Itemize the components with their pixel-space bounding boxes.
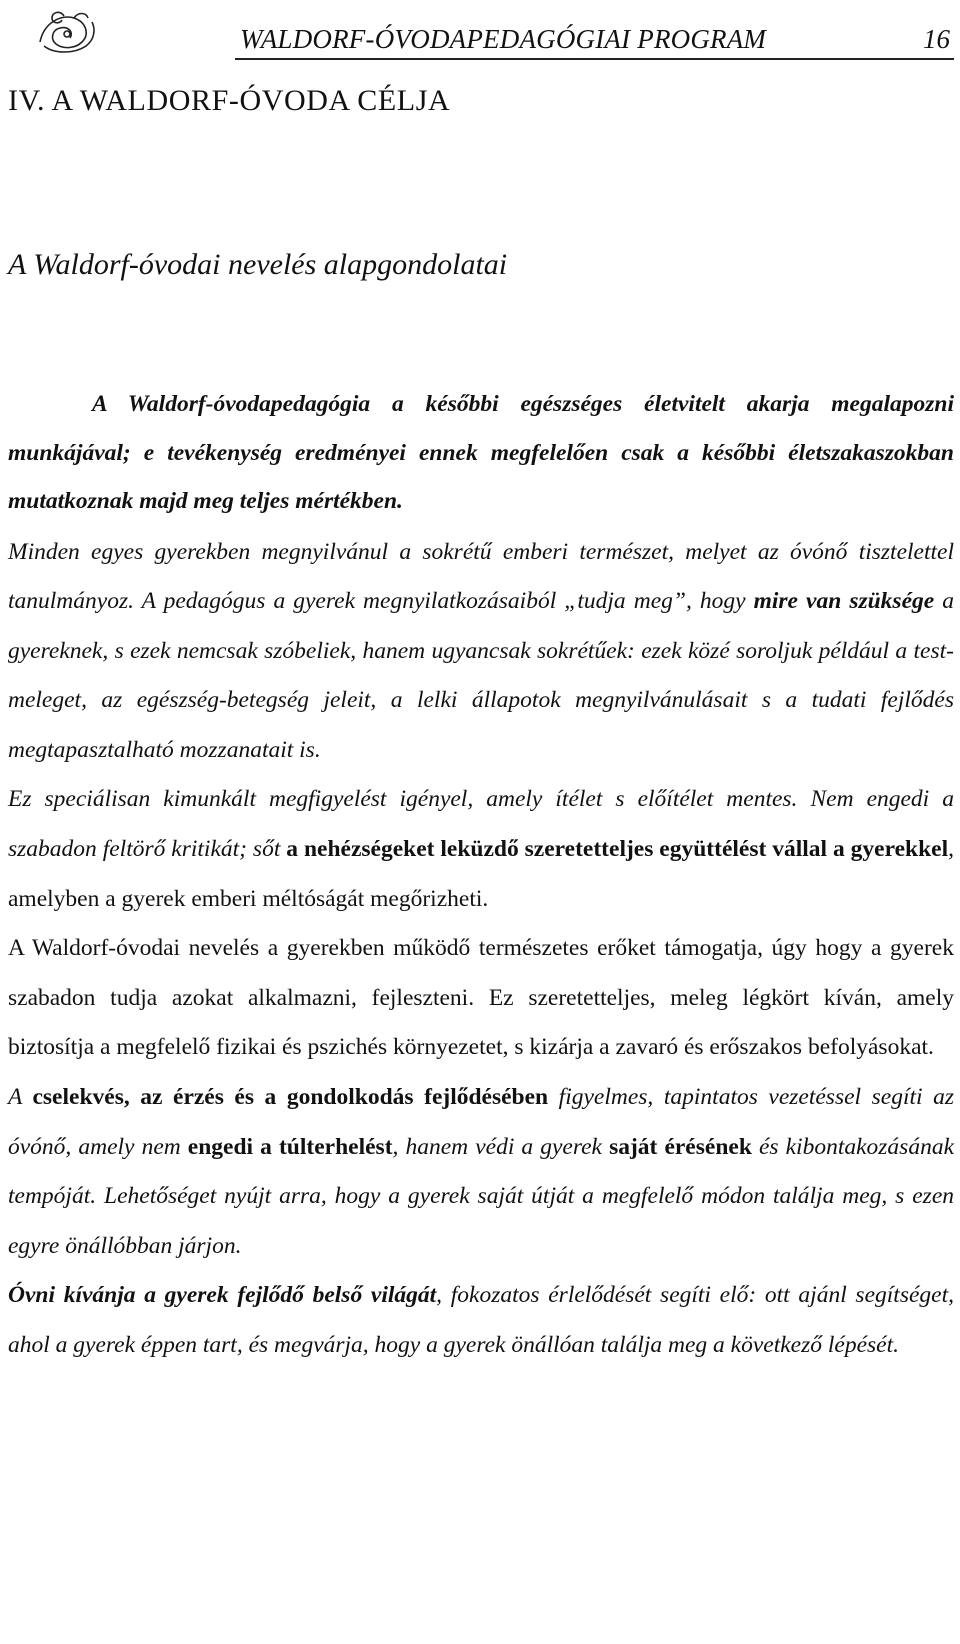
paragraph-text: A [8, 1084, 33, 1111]
paragraph-development [8, 1073, 954, 1271]
paragraph-coexistence [8, 775, 954, 924]
chapter-title: IV. A WALDORF-ÓVODA CÉLJA [8, 84, 451, 117]
paragraph-inner-world [8, 1271, 954, 1370]
emphasis-text: cselekvés, az érzés és a gondolkodás fejlődésében [32, 1084, 549, 1111]
emphasis-text: mire van szüksége [753, 588, 935, 615]
emphasis-text: a nehézségeket leküzdő szeretetteljes együttélést vállal a gyerekkel [286, 836, 949, 863]
emphasis-text: engedi a túlterhelést [187, 1133, 393, 1160]
waldorf-logo-icon [34, 8, 100, 58]
emphasis-text: saját érésének [609, 1133, 752, 1160]
page-number: 16 [923, 24, 950, 54]
running-title: WALDORF-ÓVODAPEDAGÓGIAI PROGRAM [240, 24, 767, 54]
paragraph-text: , amelyben a gyerek emberi méltóságát megőrizheti. [8, 836, 955, 912]
paragraph-natural-forces: A Waldorf-óvodai nevelés a gyerekben működő természetes erőket támogatja, úgy hogy a gyerek szabadon tudja azokat alkalmazni, fejleszteni. Ez szeretetteljes, meleg légkört kíván, amely biztosítja a megfelelő fizikai és pszichés környezetet, s kizárja a zavaró és erőszakos befolyásokat. [8, 935, 954, 1061]
body-text [8, 380, 954, 1371]
header-divider [235, 58, 954, 60]
paragraph-text: , fokozatos érlelődését segíti elő: ott ajánl segítséget, ahol a gyerek éppen tart, és megvárja, hogy a gyerek önállóan találja meg a következő lépését. [8, 1282, 954, 1358]
paragraph-observation [8, 528, 954, 776]
paragraph-text: a gyereknek, s ezek nemcsak szóbeliek, hanem ugyancsak sokrétűek: ezek közé soroljuk például a test-meleget, az egészség-betegség jeleit, a lelki állapotok megnyilvánulásait s a tudati fejlődés megtapasztalható mozzanatait is. [8, 588, 955, 763]
page-header [0, 0, 960, 70]
intro-paragraph: A Waldorf-óvodapedagógia a későbbi egészséges életvitelt akarja megalapozni munkájával; e tevékenység eredményei ennek megfelelően csak a későbbi életszakaszokban mutatkoznak majd meg teljes mértékben. [8, 391, 954, 514]
paragraph-text: , hanem védi a gyerek [392, 1133, 610, 1160]
paragraph-text: és kibontakozásának tempóját. Lehetőséget nyújt arra, hogy a gyerek saját útját a megfelelő módon találja meg, s ezen egyre önállóbban járjon. [8, 1133, 955, 1259]
paragraph-text: figyelmes, tapintatos vezetéssel segíti az óvónő, amely nem [8, 1084, 954, 1160]
section-title: A Waldorf-óvodai nevelés alapgondolatai [8, 248, 508, 281]
paragraph-text: Ez speciálisan kimunkált megfigyelést igényel, amely ítélet s előítélet mentes. Nem engedi a szabadon feltörő kritikát; sőt [8, 786, 954, 863]
paragraph-text: Minden egyes gyerekben megnyilvánul a sokrétű emberi természet, melyet az óvónő tisztelettel tanulmányoz. A pedagógus a gyerek megnyilatkozásaiból „tudja meg”, hogy [8, 538, 954, 615]
emphasis-text: Óvni kívánja a gyerek fejlődő belső világát [8, 1282, 437, 1309]
